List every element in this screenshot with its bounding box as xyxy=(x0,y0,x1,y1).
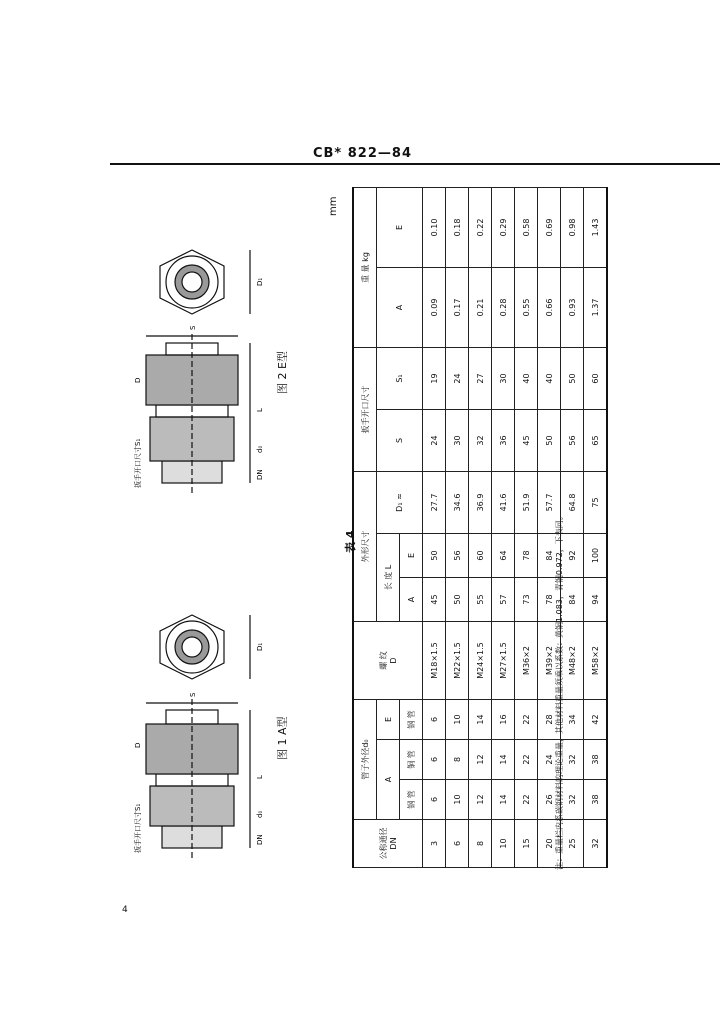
table-cell: 0.93 xyxy=(561,268,584,348)
table-cell: 50 xyxy=(561,348,584,410)
col-weight-e: E xyxy=(377,188,423,268)
table-cell: 0.09 xyxy=(423,268,446,348)
table-cell: 22 xyxy=(515,780,538,820)
figure-1-caption: 图 1 A型 xyxy=(276,716,289,760)
table-cell: 6 xyxy=(423,780,446,820)
table-cell: 30 xyxy=(446,410,469,472)
table-cell: 0.66 xyxy=(538,268,561,348)
table-cell: 92 xyxy=(561,534,584,578)
table-cell: 16 xyxy=(492,700,515,740)
table-cell: 84 xyxy=(561,578,584,622)
table-cell: 36 xyxy=(492,410,515,472)
table-cell: 40 xyxy=(515,348,538,410)
figure-2-caption: 图 2 E型 xyxy=(276,351,289,394)
fig2-label-dn: DN xyxy=(256,469,264,480)
table-cell: 8 xyxy=(446,740,469,780)
standard-header: CB* 822—84 xyxy=(312,146,412,161)
table-cell: 27.7 xyxy=(423,472,446,534)
table-cell: 0.69 xyxy=(538,188,561,268)
table-cell: 8 xyxy=(469,820,492,868)
fig2-label-d: D xyxy=(134,377,142,383)
fig2-label-l: L xyxy=(256,408,264,412)
table-cell: 0.10 xyxy=(423,188,446,268)
table-cell: 32 xyxy=(561,780,584,820)
table-cell: 51.9 xyxy=(515,472,538,534)
table-cell: 55 xyxy=(469,578,492,622)
table-cell: 0.18 xyxy=(446,188,469,268)
table-cell: 1.37 xyxy=(584,268,608,348)
figure-1 xyxy=(110,603,270,863)
table-cell: 38 xyxy=(584,780,608,820)
fig1-label-d: D xyxy=(134,742,142,748)
col-s: S xyxy=(377,410,423,472)
table-note: 注：重量栏内系碳钢材料的理论重量，其他材料重量须乘以系数：黄铜1.083，青铜0.972，下表同。 xyxy=(555,512,564,870)
rotated-page-content xyxy=(110,188,600,888)
table-row xyxy=(515,188,538,868)
table-cell: 0.22 xyxy=(469,188,492,268)
fig1-label-d1: D₁ xyxy=(256,642,264,651)
table-cell: 73 xyxy=(515,578,538,622)
spec-table-body xyxy=(423,188,608,868)
page-number: 4 xyxy=(122,905,128,915)
table-cell: 0.29 xyxy=(492,188,515,268)
fig2-label-d0: d₀ xyxy=(256,445,264,453)
fig1-label-s: S xyxy=(189,692,197,697)
table-cell: 50 xyxy=(538,410,561,472)
table-cell: 14 xyxy=(492,740,515,780)
table-cell: M39×2 xyxy=(538,622,561,700)
col-weight-a: A xyxy=(377,268,423,348)
fig2-label-s: S xyxy=(189,325,197,330)
figure-2 xyxy=(110,238,270,498)
table-cell: 0.21 xyxy=(469,268,492,348)
table-cell: 32 xyxy=(584,820,608,868)
col-type-e: E xyxy=(377,700,400,740)
table-cell: 64.8 xyxy=(561,472,584,534)
table-cell: M24×1.5 xyxy=(469,622,492,700)
table-cell: 28 xyxy=(538,700,561,740)
fig2-label-d1: D₁ xyxy=(256,277,264,286)
table-cell: 19 xyxy=(423,348,446,410)
table-cell: 32 xyxy=(469,410,492,472)
table-unit: mm xyxy=(328,196,339,216)
fig2-wrench-label: 扳手开口尺寸S₁ xyxy=(134,438,142,488)
col-pipe-od: 管子外径d₀ xyxy=(353,700,377,820)
table-row xyxy=(584,188,608,868)
table-cell: 56 xyxy=(561,410,584,472)
col-len-a: A xyxy=(400,578,423,622)
table-cell: 0.55 xyxy=(515,268,538,348)
table-row xyxy=(446,188,469,868)
fig1-label-d0: d₀ xyxy=(256,810,264,818)
table-cell: 60 xyxy=(584,348,608,410)
table-cell: 22 xyxy=(515,700,538,740)
fig1-label-l: L xyxy=(256,775,264,779)
table-cell: M22×1.5 xyxy=(446,622,469,700)
table-cell: 40 xyxy=(538,348,561,410)
table-cell: 22 xyxy=(515,740,538,780)
table-cell: 78 xyxy=(515,534,538,578)
table-cell: 78 xyxy=(538,578,561,622)
fitting-drawing-e xyxy=(110,238,270,498)
table-cell: M18×1.5 xyxy=(423,622,446,700)
table-cell: 15 xyxy=(515,820,538,868)
fig1-label-dn: DN xyxy=(256,834,264,845)
table-cell: 0.58 xyxy=(515,188,538,268)
table-cell: 100 xyxy=(584,534,608,578)
table-cell: 42 xyxy=(584,700,608,740)
col-length: 长 度 L xyxy=(377,534,400,622)
table-cell: 20 xyxy=(538,820,561,868)
table-title: 表 4 xyxy=(344,530,357,553)
table-cell: 75 xyxy=(584,472,608,534)
table-cell: 10 xyxy=(446,780,469,820)
table-cell: 34 xyxy=(561,700,584,740)
table-cell: 24 xyxy=(423,410,446,472)
table-cell: 84 xyxy=(538,534,561,578)
table-cell: 65 xyxy=(584,410,608,472)
col-thread: 螺 纹 D xyxy=(353,622,423,700)
table-cell: 50 xyxy=(446,578,469,622)
table-cell: 30 xyxy=(492,348,515,410)
table-cell: 57 xyxy=(492,578,515,622)
col-e-steel: 钢 管 xyxy=(400,700,423,740)
table-cell: 45 xyxy=(423,578,446,622)
table-cell: 41.6 xyxy=(492,472,515,534)
table-cell: 12 xyxy=(469,780,492,820)
table-cell: 14 xyxy=(469,700,492,740)
col-type-a: A xyxy=(377,740,400,820)
col-weight: 重 量 kg xyxy=(353,188,377,348)
table-cell: M27×1.5 xyxy=(492,622,515,700)
header-rule xyxy=(110,163,720,165)
spec-table xyxy=(352,187,608,868)
col-wrench: 扳手开口尺寸 xyxy=(353,348,377,472)
table-cell: 94 xyxy=(584,578,608,622)
table-cell: 12 xyxy=(469,740,492,780)
table-cell: 0.98 xyxy=(561,188,584,268)
fig1-wrench-label: 扳手开口尺寸S₁ xyxy=(134,803,142,853)
table-cell: 0.28 xyxy=(492,268,515,348)
table-row xyxy=(492,188,515,868)
table-cell: 6 xyxy=(446,820,469,868)
table-cell: 50 xyxy=(423,534,446,578)
table-cell: 6 xyxy=(423,740,446,780)
table-cell: 64 xyxy=(492,534,515,578)
fitting-drawing-a xyxy=(110,603,270,863)
table-row xyxy=(469,188,492,868)
table-cell: 34.6 xyxy=(446,472,469,534)
table-row xyxy=(423,188,446,868)
table-cell: 56 xyxy=(446,534,469,578)
col-a-steel: 钢 管 xyxy=(400,780,423,820)
col-s1: S₁ xyxy=(377,348,423,410)
table-cell: M48×2 xyxy=(561,622,584,700)
col-len-e: E xyxy=(400,534,423,578)
table-cell: 24 xyxy=(538,740,561,780)
table-cell: 60 xyxy=(469,534,492,578)
table-cell: 3 xyxy=(423,820,446,868)
table-cell: 45 xyxy=(515,410,538,472)
table-cell: 57.7 xyxy=(538,472,561,534)
col-a-copper: 铜 管 xyxy=(400,740,423,780)
table-cell: 6 xyxy=(423,700,446,740)
table-cell: 14 xyxy=(492,780,515,820)
table-cell: 36.9 xyxy=(469,472,492,534)
table-cell: 32 xyxy=(561,740,584,780)
col-dn: 公称通径 DN xyxy=(353,820,423,868)
table-cell: M58×2 xyxy=(584,622,608,700)
table-cell: 27 xyxy=(469,348,492,410)
table-cell: 0.17 xyxy=(446,268,469,348)
col-outer: 外形尺寸 xyxy=(353,472,377,622)
table-cell: 38 xyxy=(584,740,608,780)
table-cell: 10 xyxy=(446,700,469,740)
table-cell: 25 xyxy=(561,820,584,868)
table-cell: 24 xyxy=(446,348,469,410)
col-d1: D₁ ≈ xyxy=(377,472,423,534)
table-cell: 10 xyxy=(492,820,515,868)
table-cell: 26 xyxy=(538,780,561,820)
table-cell: M36×2 xyxy=(515,622,538,700)
table-cell: 1.43 xyxy=(584,188,608,268)
